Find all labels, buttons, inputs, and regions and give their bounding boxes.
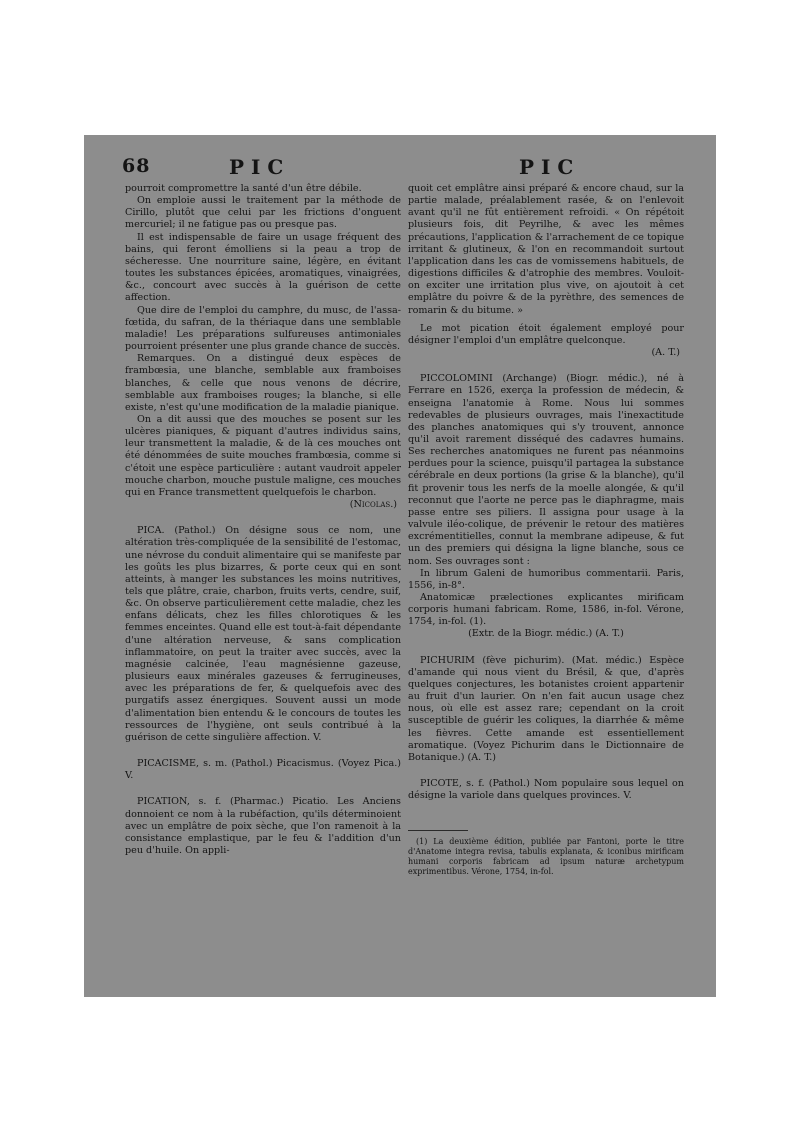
right-column <box>408 183 684 877</box>
footnote-text: (1) La deuxième édition, publiée par Fantoni, porte le titre d'Anatome integra revisa, tabulis explanata, & iconibus mirificam humani corporis fabricam ad ipsum naturæ archetypum exprimentibus. Vérone, 1754, in-fol. <box>408 837 684 877</box>
paragraph: Le mot pication étoit également employé pour désigner l'emploi d'un emplâtre quelconque. <box>408 322 684 346</box>
paragraph: Remarques. On a distingué deux espèces de frambœsia, une blanche, semblable aux framboises blanches, & celle que nous venons de décrire, semblable aux framboises rouges; la blanche, si elle existe, n'est qu'une modification de la maladie pianique. <box>125 353 401 413</box>
paragraph: On emploie aussi le traitement par la méthode de Cirillo, plutôt que celui par les frictions d'onguent mercuriel; il ne fatigue pas ou presque pas. <box>125 195 401 231</box>
paragraph: pourroit compromettre la santé d'un être débile. <box>125 183 362 194</box>
source-line: (Extr. de la Biogr. médic.) (A. T.) <box>468 628 624 640</box>
page-number: 68 <box>122 155 151 177</box>
work-title: Anatomicæ prælectiones explicantes mirificam corporis humani fabricam. Rome, 1586, in-fol. Vérone, 1754, in-fol. (1). <box>408 592 684 628</box>
entry-picacisme: PICACISME, s. m. (Pathol.) Picacismus. (Voyez Pica.) V. <box>125 758 401 782</box>
entry-pication: PICATION, s. f. (Pharmac.) Picatio. Les Anciens donnoient ce nom à la rubéfaction, qu'ils déterminoient avec un emplâtre de poix sèche, que l'on ramenoit à la consistance emplastique, par le feu & l'addition d'un peu d'huile. On appli- <box>125 796 401 856</box>
footnote-divider <box>408 830 468 831</box>
paragraph: Il est indispensable de faire un usage fréquent des bains, qui feront émolliens si la peau a trop de sécheresse. Une nourriture saine, légère, en évitant toutes les substances épicées, aromatiques, vinaigrées, &c., concourt avec succès à la guérison de cette affection. <box>125 231 401 304</box>
entry-pica: PICA. (Pathol.) On désigne sous ce nom, une altération très-compliquée de la sensibilité de l'estomac, une névrose du conduit alimentaire qui se manifeste par les goûts les plus bizarres, & porte ceux qui en sont atteints, à manger les substances les moins nutritives, tels que plâtre, craie, charbon, fruits verts, cendre, suif, &c. On observe particulièrement cette maladie, chez les enfans délicats, chez les filles chlorotiques & les femmes enceintes. Quand elle est tout-à-fait dépendante d'une altération nerveuse, & sans complication inflammatoire, on peut la traiter avec succès, avec la magnésie calcinée, l'eau magnésienne gazeuse, plusieurs eaux minérales gazeuses & ferrugineuses, avec les préparations de fer, & quelquefois avec des purgatifs assez énergiques. Souvent aussi un mode d'alimentation bien entendu & le concours de toutes les ressources de l'hygiène, ont seuls contribué à la guérison de cette singulière affection. V. <box>125 525 401 743</box>
paragraph: On a dit aussi que des mouches se posent sur les ulcères pianiques, & piquant d'autres individus sains, leur transmettent la maladie, & de là ces mouches ont été dénommées de suite mouches frambœsia, comme si c'étoit une espèce particulière : autant vaudroit appeler mouche charbon, mouche pustule maligne, ces mouches qui en France transmettent quelquefois le charbon. <box>125 413 401 498</box>
work-title: In librum Galeni de humoribus commentarii. Paris, 1556, in-8°. <box>408 567 684 591</box>
author-signature: (Nicolas.) <box>349 499 397 511</box>
paragraph: quoit cet emplâtre ainsi préparé & encore chaud, sur la partie malade, préalablement rasée, & on l'enlevoit avant qu'il ne fût entièrement refroidi. « On répétoit plusieurs fois, dit Peyrilhe, & avec les mêmes précautions, l'application & l'arrachement de ce topique irritant & glutineux, & l'on en recommandoit surtout l'application dans les cas de vomissemens habituels, de digestions difficiles & d'atrophie des membres. Vouloit-on exciter une irritation plus vive, on ajoutoit à cet emplâtre du poivre & de la pyrèthre, des semences de romarin & du bitume. » <box>408 183 684 316</box>
left-column <box>125 183 401 857</box>
book-page <box>84 135 716 997</box>
author-signature: (A. T.) <box>651 347 680 359</box>
running-head-right: PIC <box>519 155 581 179</box>
entry-pichurim: PICHURIM (fève pichurim). (Mat. médic.) Espèce d'amande qui nous vient du Brésil, & que, d'après quelques conjectures, les botanistes croient appartenir au fruit d'un laurier. On n'en fait aucun usage chez nous, où elle est assez rare; cependant on la croit susceptible de guérir les coliques, la diarrhée & même les fièvres. Cette amande est essentiellement aromatique. (Voyez Pichurim dans le Dictionnaire de Botanique.) (A. T.) <box>408 654 684 763</box>
entry-picote: PICOTE, s. f. (Pathol.) Nom populaire sous lequel on désigne la variole dans quelques provinces. V. <box>408 778 684 802</box>
entry-piccolomini: PICCOLOMINI (Archange) (Biogr. médic.), né à Ferrare en 1526, exerça la profession de médecin, & enseigna l'anatomie à Rome. Nous lui sommes redevables de plusieurs ouvrages, mais l'inexactitude des planches anatomiques qui s'y trouvent, annonce qu'il avoit rarement disséqué des cadavres humains. Ses recherches anatomiques ne furent pas néanmoins perdues pour la science, puisqu'il partagea la substance cérébrale en deux portions (la grise & la blanche), qu'il fit provenir tous les nerfs de la moelle alongée, & qu'il reconnut que l'aorte ne perce pas le diaphragme, mais passe entre ses piliers. Il assigna pour usage à la valvule iléo-colique, de prévenir le retour des matières excrémentitielles, connut la membrane adipeuse, & fut un des premiers qui désigna la ligne blanche, sous ce nom. Ses ouvrages sont : <box>408 373 684 567</box>
paragraph: Que dire de l'emploi du camphre, du musc, de l'assa-fœtida, du safran, de la thériaque dans une semblable maladie! Les préparations sulfureuses antimoniales pourroient présenter une plus grande chance de succès. <box>125 304 401 353</box>
running-head-left: PIC <box>229 155 291 179</box>
footnote <box>408 837 684 877</box>
